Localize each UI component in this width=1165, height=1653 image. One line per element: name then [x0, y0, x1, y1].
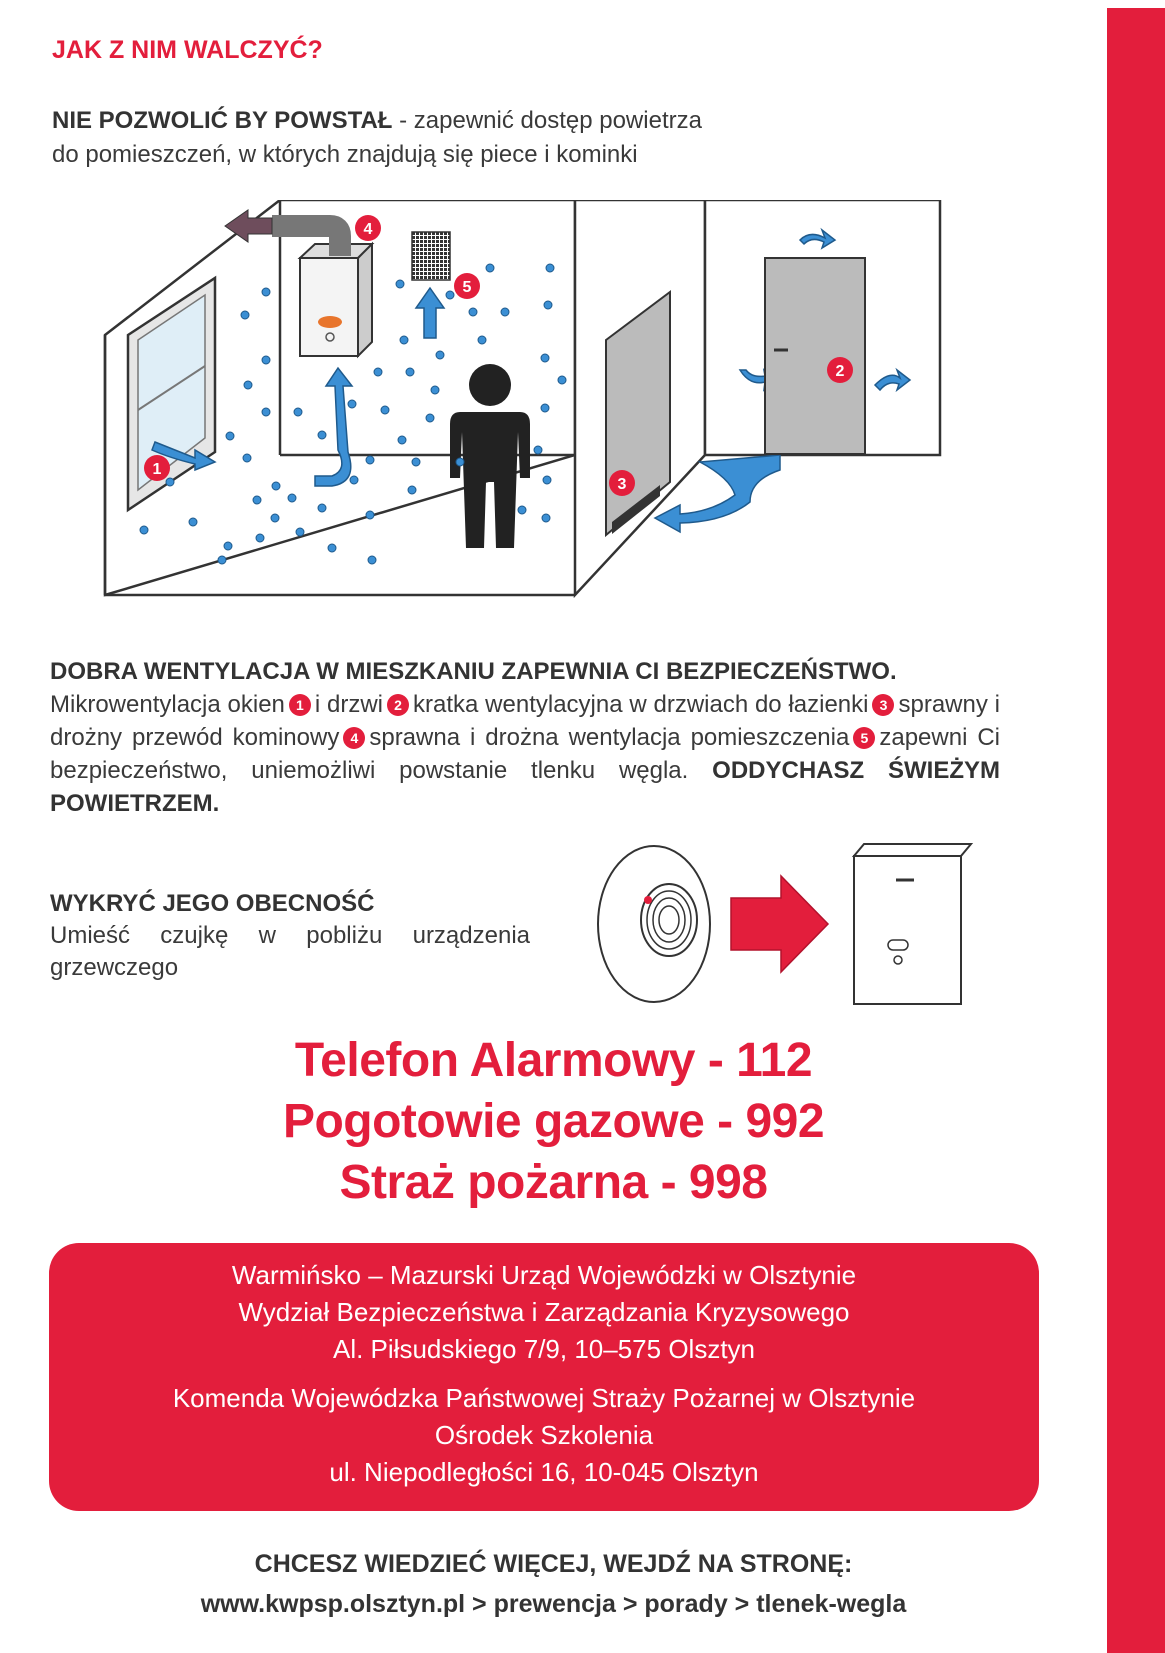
marker-1 — [144, 455, 170, 481]
detect-title: WYKRYĆ JEGO OBECNOŚĆ — [50, 890, 375, 917]
detect-section — [50, 888, 530, 984]
vent-text-5: zapewni Ci bezpieczeństwo, uniemożliwi powstanie tlenku węgla. — [50, 724, 1001, 784]
intro-line1: - zapewnić dostęp powietrza — [392, 107, 702, 134]
vent-text-1: i drzwi — [314, 691, 384, 718]
heater-icon — [854, 844, 971, 1004]
emergency-numbers — [0, 1030, 1107, 1213]
org2-department: Ośrodek Szkolenia — [434, 1420, 654, 1450]
marker-4-label: 4 — [363, 221, 373, 238]
footer — [0, 1544, 1107, 1624]
contact-org1 — [49, 1257, 1039, 1368]
intro-line2: do pomieszczeń, w których znajdują się piece i kominki — [52, 141, 638, 168]
footer-url: www.kwpsp.olsztyn.pl > prewencja > porady > tlenek-wegla — [200, 1590, 907, 1618]
org2-name: Komenda Wojewódzka Państwowej Straży Pożarnej w Olsztynie — [172, 1383, 916, 1413]
intro-bold: NIE POZWOLIĆ BY POWSTAŁ — [52, 107, 393, 134]
phone-gas: Pogotowie gazowe - 992 — [282, 1095, 825, 1148]
ventilation-illustration — [100, 200, 945, 605]
marker-2 — [827, 357, 853, 383]
marker-5-label: 5 — [462, 279, 472, 296]
phone-alarm: Telefon Alarmowy - 112 — [294, 1034, 813, 1087]
detector-illustration — [596, 838, 986, 1008]
org2-address: ul. Niepodległości 16, 10-045 Olsztyn — [329, 1457, 759, 1487]
marker-3 — [609, 470, 635, 496]
marker-3-label: 3 — [617, 476, 627, 493]
vent-text-0: Mikrowentylacja okien — [50, 691, 285, 718]
org1-address: Al. Piłsudskiego 7/9, 10–575 Olsztyn — [332, 1334, 756, 1364]
contact-box — [49, 1243, 1039, 1511]
org1-department: Wydział Bezpieczeństwa i Zarządzania Kryzysowego — [238, 1297, 850, 1327]
boiler-icon — [300, 244, 372, 356]
section-heading: JAK Z NIM WALCZYĆ? — [52, 36, 323, 64]
ventilation-title: DOBRA WENTYLACJA W MIESZKANIU ZAPEWNIA CI BEZPIECZEŃSTWO. — [50, 658, 897, 685]
marker-1-label: 1 — [152, 461, 162, 478]
footer-cta: CHCESZ WIEDZIEĆ WIĘCEJ, WEJDŹ NA STRONĘ: — [254, 1550, 853, 1578]
inline-marker-3: 3 — [872, 694, 894, 716]
marker-2-label: 2 — [835, 363, 845, 380]
door-icon — [765, 258, 865, 454]
co-detector-icon — [598, 846, 710, 1002]
inline-marker-5: 5 — [853, 727, 875, 749]
ventilation-closing: ODDYCHASZ ŚWIEŻYM POWIETRZEM. — [50, 757, 1001, 817]
phone-fire: Straż pożarna - 998 — [339, 1156, 768, 1209]
marker-4 — [355, 215, 381, 241]
org1-name: Warmińsko – Mazurski Urząd Wojewódzki w Olsztynie — [231, 1260, 857, 1290]
ventilation-paragraph — [50, 655, 1000, 820]
red-arrow-icon — [731, 876, 828, 972]
contact-org2 — [49, 1380, 1039, 1491]
inline-marker-1: 1 — [289, 694, 311, 716]
intro-text — [52, 104, 852, 172]
side-red-strip — [1107, 8, 1165, 1653]
marker-5 — [454, 273, 480, 299]
vent-text-4: sprawna i drożna wentylacja pomieszczenia — [369, 724, 850, 751]
inline-marker-2: 2 — [387, 694, 409, 716]
vent-text-2: kratka wentylacyjna w drzwiach do łazienki — [413, 691, 869, 718]
detect-text: Umieść czujkę w pobliżu urządzenia grzewczego — [50, 922, 530, 981]
vent-grille-icon — [412, 232, 450, 280]
vent-text-3: sprawny i drożny przewód kominowy — [50, 691, 1000, 751]
inline-marker-4: 4 — [343, 727, 365, 749]
